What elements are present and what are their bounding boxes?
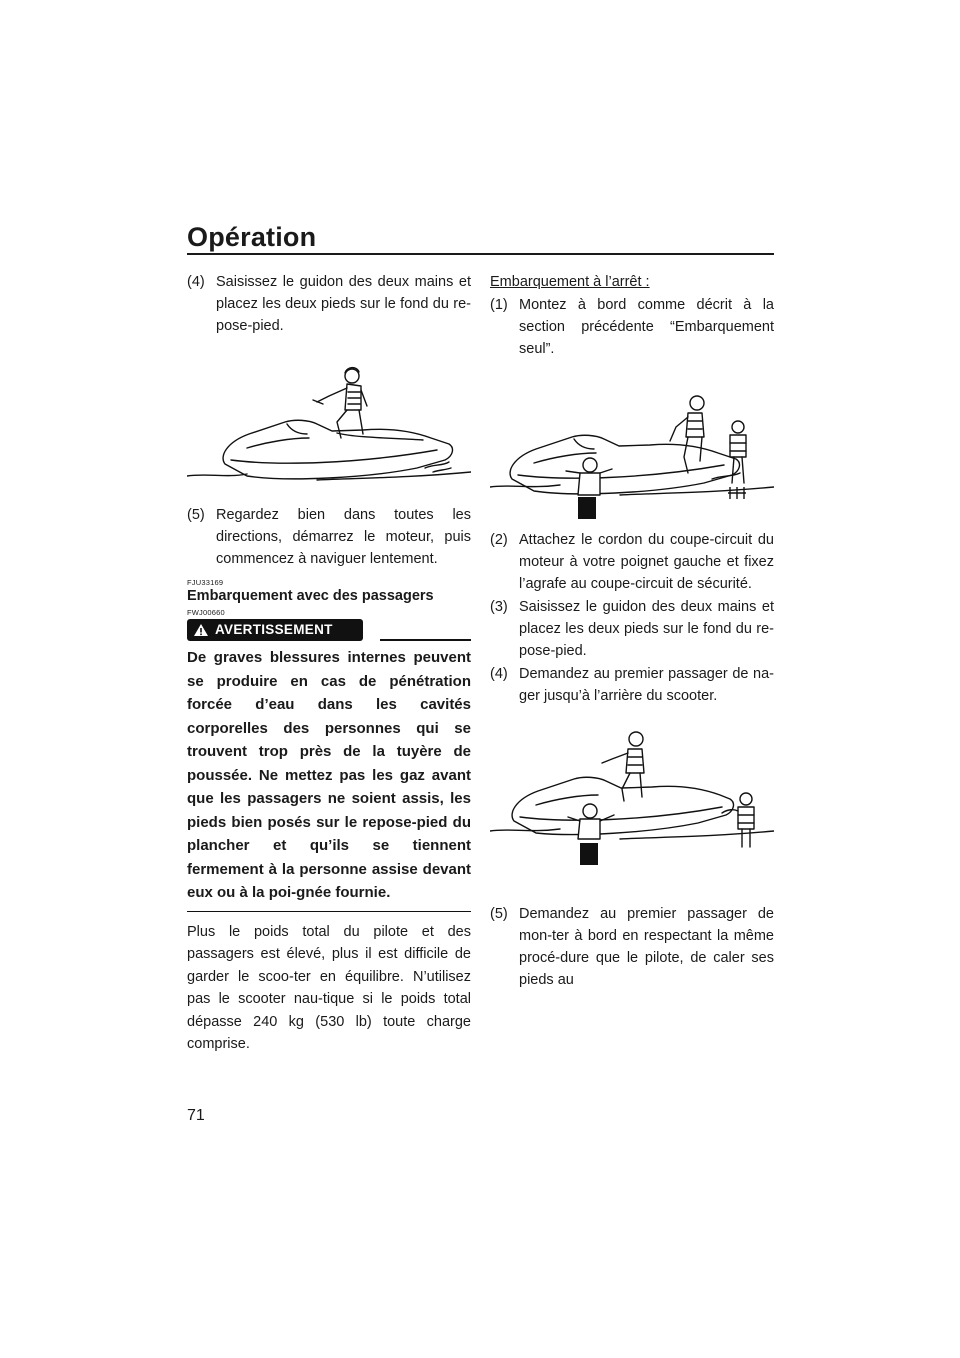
step-number: (2) bbox=[490, 532, 508, 548]
step-text: Saisissez le guidon des deux mains et placez les deux pieds sur le fond du re-pose-pied. bbox=[519, 599, 774, 659]
step-2-passenger bbox=[490, 529, 774, 595]
step-4-passenger bbox=[490, 663, 774, 707]
warning-badge bbox=[187, 619, 363, 641]
body-paragraph: Plus le poids total du pilote et des passagers est élevé, plus il est difficile de garder le scoo-ter en équilibre. N’utilisez pas le scooter nau-tique si le poids total dépasse 240 kg (530 lb) toute charge comprise. bbox=[187, 923, 471, 1052]
step-number: (5) bbox=[490, 906, 508, 922]
step-5-passenger bbox=[490, 903, 774, 991]
step-text: Attachez le cordon du coupe-circuit du moteur à votre poignet gauche et fixez l’agrafe au coupe-circuit de sécurité. bbox=[519, 532, 774, 592]
page-number: 71 bbox=[187, 1107, 205, 1124]
step-text: Saisissez le guidon des deux mains et placez les deux pieds sur le fond du re-pose-pied. bbox=[216, 274, 471, 334]
step-1-passenger bbox=[490, 294, 774, 360]
watercraft-boarding-illustration bbox=[490, 361, 774, 523]
step-number: (5) bbox=[187, 507, 205, 523]
section-heading: Embarquement avec des passagers bbox=[187, 588, 434, 604]
warning-rule bbox=[380, 639, 471, 641]
step-number: (4) bbox=[187, 274, 205, 290]
step-text: Regardez bien dans toutes les directions, démarrez le moteur, puis commencez à naviguer lentement. bbox=[216, 507, 471, 567]
page-title: Opération bbox=[187, 222, 317, 252]
step-text: Montez à bord comme décrit à la section précédente “Embarquement seul”. bbox=[519, 297, 774, 357]
step-text: Demandez au premier passager de na-ger jusqu’à l’arrière du scooter. bbox=[519, 666, 774, 704]
left-column bbox=[187, 271, 471, 1056]
watercraft-passenger-swim-illustration bbox=[490, 717, 774, 877]
warning-text: De graves blessures internes peuvent se produire en cas de pénétration forcée d’eau dans les cavités corporelles des personnes qui se trouvent trop près de la tuyère de poussée. Ne mettez pas les gaz avant que les passagers ne soient assis, les pieds bien posés sur le repose-pied du plancher et qu’ils se tiennent fermement à la personne assise devant eux ou à la poi-gnée fournie. bbox=[187, 646, 471, 912]
section-code: FJU33169 bbox=[187, 578, 224, 587]
right-column bbox=[490, 271, 774, 992]
step-5-rider bbox=[187, 504, 471, 570]
step-number: (1) bbox=[490, 297, 508, 313]
subheading: Embarquement à l’arrêt : bbox=[490, 274, 650, 290]
step-3-passenger bbox=[490, 596, 774, 662]
title-rule bbox=[187, 253, 774, 255]
step-4-rider bbox=[187, 271, 471, 337]
warning-triangle-icon bbox=[193, 623, 209, 637]
step-text: Demandez au premier passager de mon-ter à bord en respectant la même procé-dure que le pilote, de caler ses pieds au bbox=[519, 906, 774, 988]
warning-code: FWJ00660 bbox=[187, 608, 225, 617]
warning-header bbox=[187, 619, 471, 641]
watercraft-rider-illustration bbox=[187, 338, 471, 488]
step-number: (3) bbox=[490, 599, 508, 615]
warning-label: AVERTISSEMENT bbox=[215, 622, 333, 637]
step-number: (4) bbox=[490, 666, 508, 682]
